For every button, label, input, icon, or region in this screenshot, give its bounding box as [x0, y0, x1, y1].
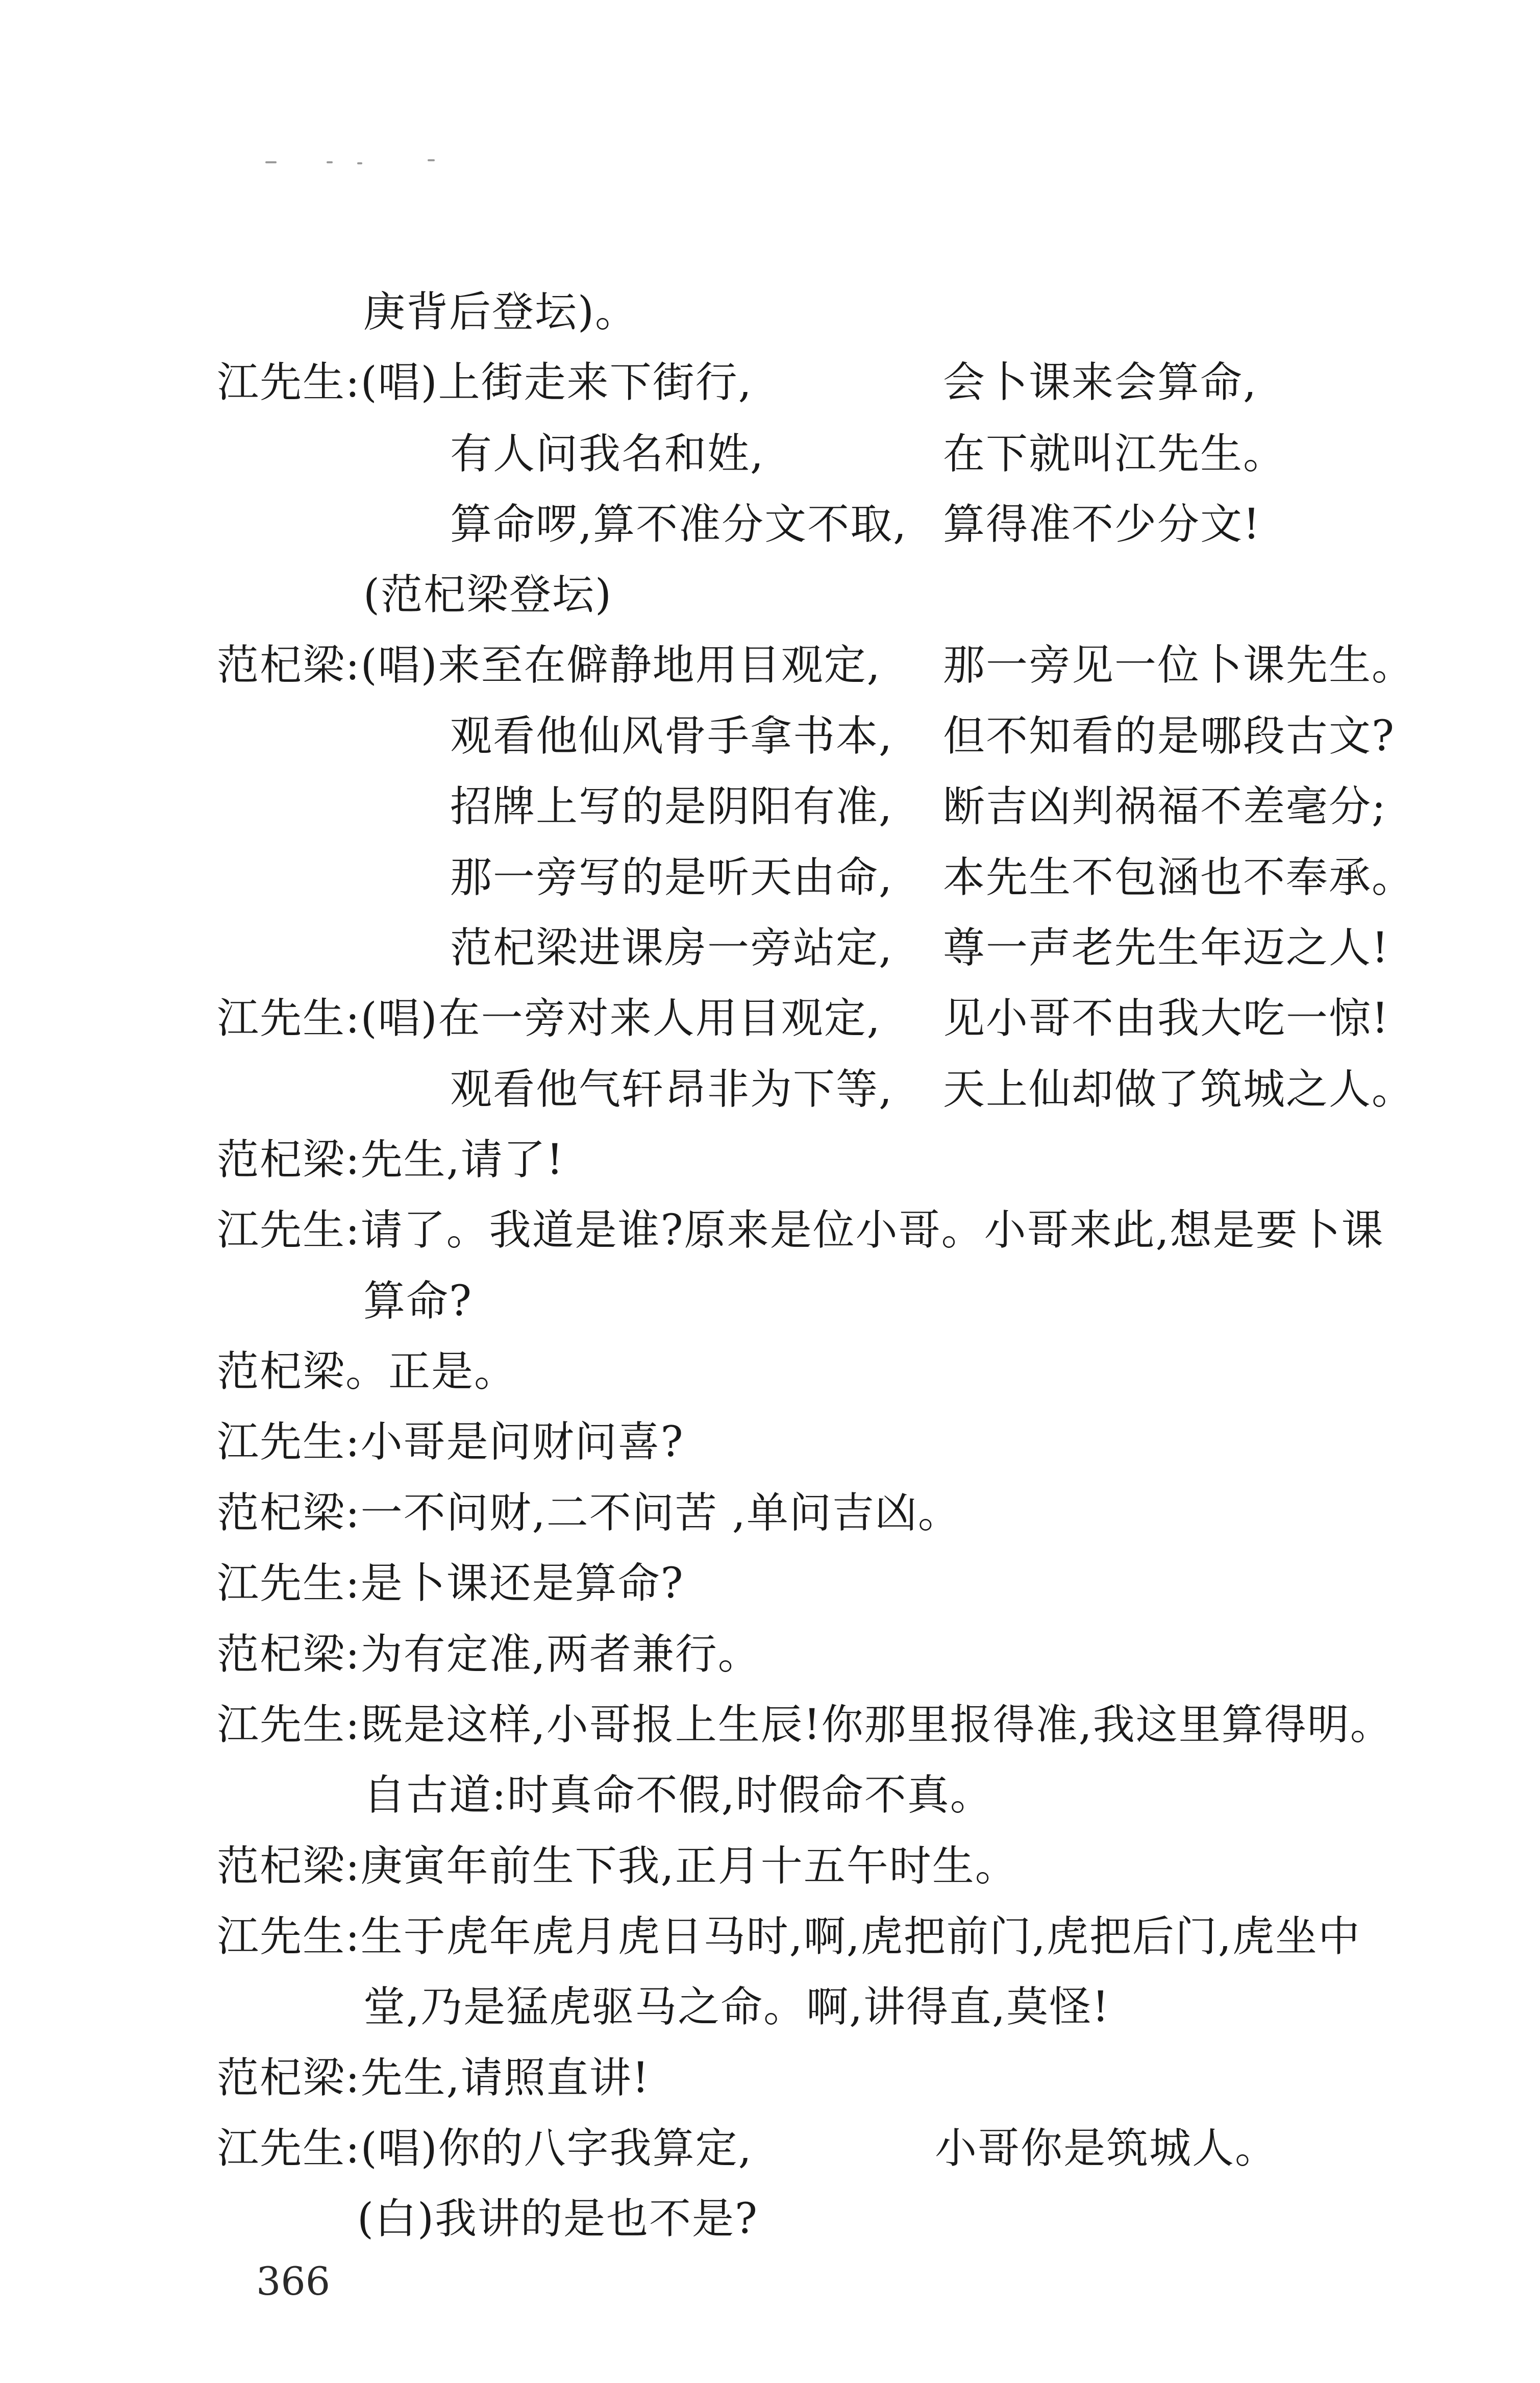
line-22-a: 自古道:时真命不假,时假命不真。: [363, 1771, 993, 1820]
line-18-a: 范杞梁:一不问财,二不问苦 ,单问吉凶。: [217, 1489, 961, 1537]
line-24: [217, 1911, 1361, 1962]
line-12-b: 天上仙却做了筑城之人。: [943, 1065, 1415, 1114]
line-6-right: [943, 640, 1414, 691]
line-23-a: 范杞梁:庚寅年前生下我,正月十五午时生。: [217, 1842, 1018, 1890]
line-2-right: [943, 357, 1257, 408]
line-28: [357, 2194, 758, 2245]
line-7-right: [943, 711, 1395, 762]
scan-speck: [265, 161, 277, 163]
line-11-a: 江先生:(唱)在一旁对来人用目观定,: [217, 994, 881, 1043]
line-20-a: 范杞梁:为有定准,两者兼行。: [217, 1630, 761, 1679]
line-7: [450, 711, 893, 762]
line-27: [217, 2123, 753, 2174]
line-14-a: 江先生:请了。我道是谁?原来是位小哥。小哥来此,想是要卜课: [217, 1206, 1384, 1255]
line-23: [217, 1841, 1018, 1892]
line-9-a: 那一旁写的是听天由命,: [450, 853, 893, 902]
line-2-b: 会卜课来会算命,: [943, 358, 1258, 407]
line-16: [217, 1346, 517, 1397]
line-8-b: 断吉凶判祸福不差毫分;: [943, 782, 1387, 831]
line-26-a: 范杞梁:先生,请照直讲!: [217, 2054, 650, 2102]
line-20: [217, 1629, 761, 1680]
page-number: 366: [256, 2258, 331, 2304]
line-6-b: 那一旁见一位卜课先生。: [943, 641, 1415, 690]
line-13-a: 范杞梁:先生,请了!: [217, 1136, 564, 1184]
line-10: [450, 923, 893, 974]
line-7-b: 但不知看的是哪段古文?: [943, 712, 1395, 760]
line-9-right: [943, 852, 1414, 903]
scan-speck: [327, 161, 333, 163]
line-8-right: [943, 781, 1387, 832]
line-8-a: 招牌上写的是阴阳有准,: [450, 782, 893, 831]
line-6-a: 范杞梁:(唱)来至在僻静地用目观定,: [217, 641, 881, 690]
line-17-a: 江先生:小哥是问财问喜?: [217, 1418, 684, 1466]
line-15-a: 算命?: [363, 1277, 473, 1325]
line-25: [363, 1982, 1110, 2033]
line-18: [217, 1488, 961, 1539]
line-12: [450, 1064, 893, 1115]
line-26: [217, 2053, 650, 2104]
line-10-a: 范杞梁进课房一旁站定,: [450, 924, 893, 972]
line-14: [217, 1205, 1384, 1256]
line-3: [450, 429, 764, 480]
line-15: [363, 1276, 473, 1327]
line-11-b: 见小哥不由我大吃一惊!: [943, 994, 1389, 1043]
line-7-a: 观看他仙风骨手拿书本,: [450, 712, 893, 760]
line-25-a: 堂,乃是猛虎驱马之命。啊,讲得直,莫怪!: [363, 1983, 1110, 2031]
line-3-a: 有人问我名和姓,: [450, 430, 765, 478]
line-11: [217, 993, 881, 1044]
line-28-a: (白)我讲的是也不是?: [357, 2195, 758, 2243]
line-12-right: [943, 1064, 1414, 1115]
line-27-a: 江先生:(唱)你的八字我算定,: [217, 2124, 753, 2173]
line-13: [217, 1135, 564, 1186]
line-3-right: [943, 429, 1286, 480]
line-22: [363, 1770, 993, 1821]
line-19-a: 江先生:是卜课还是算命?: [217, 1559, 684, 1608]
line-21-a: 江先生:既是这样,小哥报上生辰!你那里报得准,我这里算得明。: [217, 1701, 1393, 1749]
line-5-a: (范杞梁登坛): [363, 571, 612, 619]
line-3-b: 在下就叫江先生。: [943, 430, 1286, 478]
line-2: [217, 357, 753, 408]
line-8: [450, 781, 893, 832]
line-5: [363, 570, 612, 621]
line-19: [217, 1558, 684, 1609]
line-9: [450, 852, 893, 903]
line-12-a: 观看他气轩昂非为下等,: [450, 1065, 893, 1114]
line-17: [217, 1417, 684, 1468]
line-4-b: 算得准不少分文!: [943, 500, 1261, 549]
line-6: [217, 640, 881, 691]
line-4-right: [943, 499, 1261, 550]
line-27-right: [935, 2123, 1278, 2174]
scan-speck: [428, 159, 435, 161]
line-4: [450, 499, 907, 550]
line-1: [363, 287, 638, 338]
line-16-a: 范杞梁。正是。: [217, 1347, 517, 1396]
line-2-a: 江先生:(唱)上街走来下街行,: [217, 358, 753, 407]
line-11-right: [943, 993, 1389, 1044]
line-21: [217, 1700, 1393, 1751]
line-4-a: 算命啰,算不准分文不取,: [450, 500, 908, 549]
line-10-b: 尊一声老先生年迈之人!: [943, 924, 1389, 972]
line-27-b: 小哥你是筑城人。: [935, 2124, 1278, 2173]
line-24-a: 江先生:生于虎年虎月虎日马时,啊,虎把前门,虎把后门,虎坐中: [217, 1912, 1361, 1961]
line-1-a: 庚背后登坛)。: [363, 288, 638, 336]
scan-speck: [357, 162, 362, 164]
line-10-right: [943, 923, 1389, 974]
line-9-b: 本先生不包涵也不奉承。: [943, 853, 1415, 902]
